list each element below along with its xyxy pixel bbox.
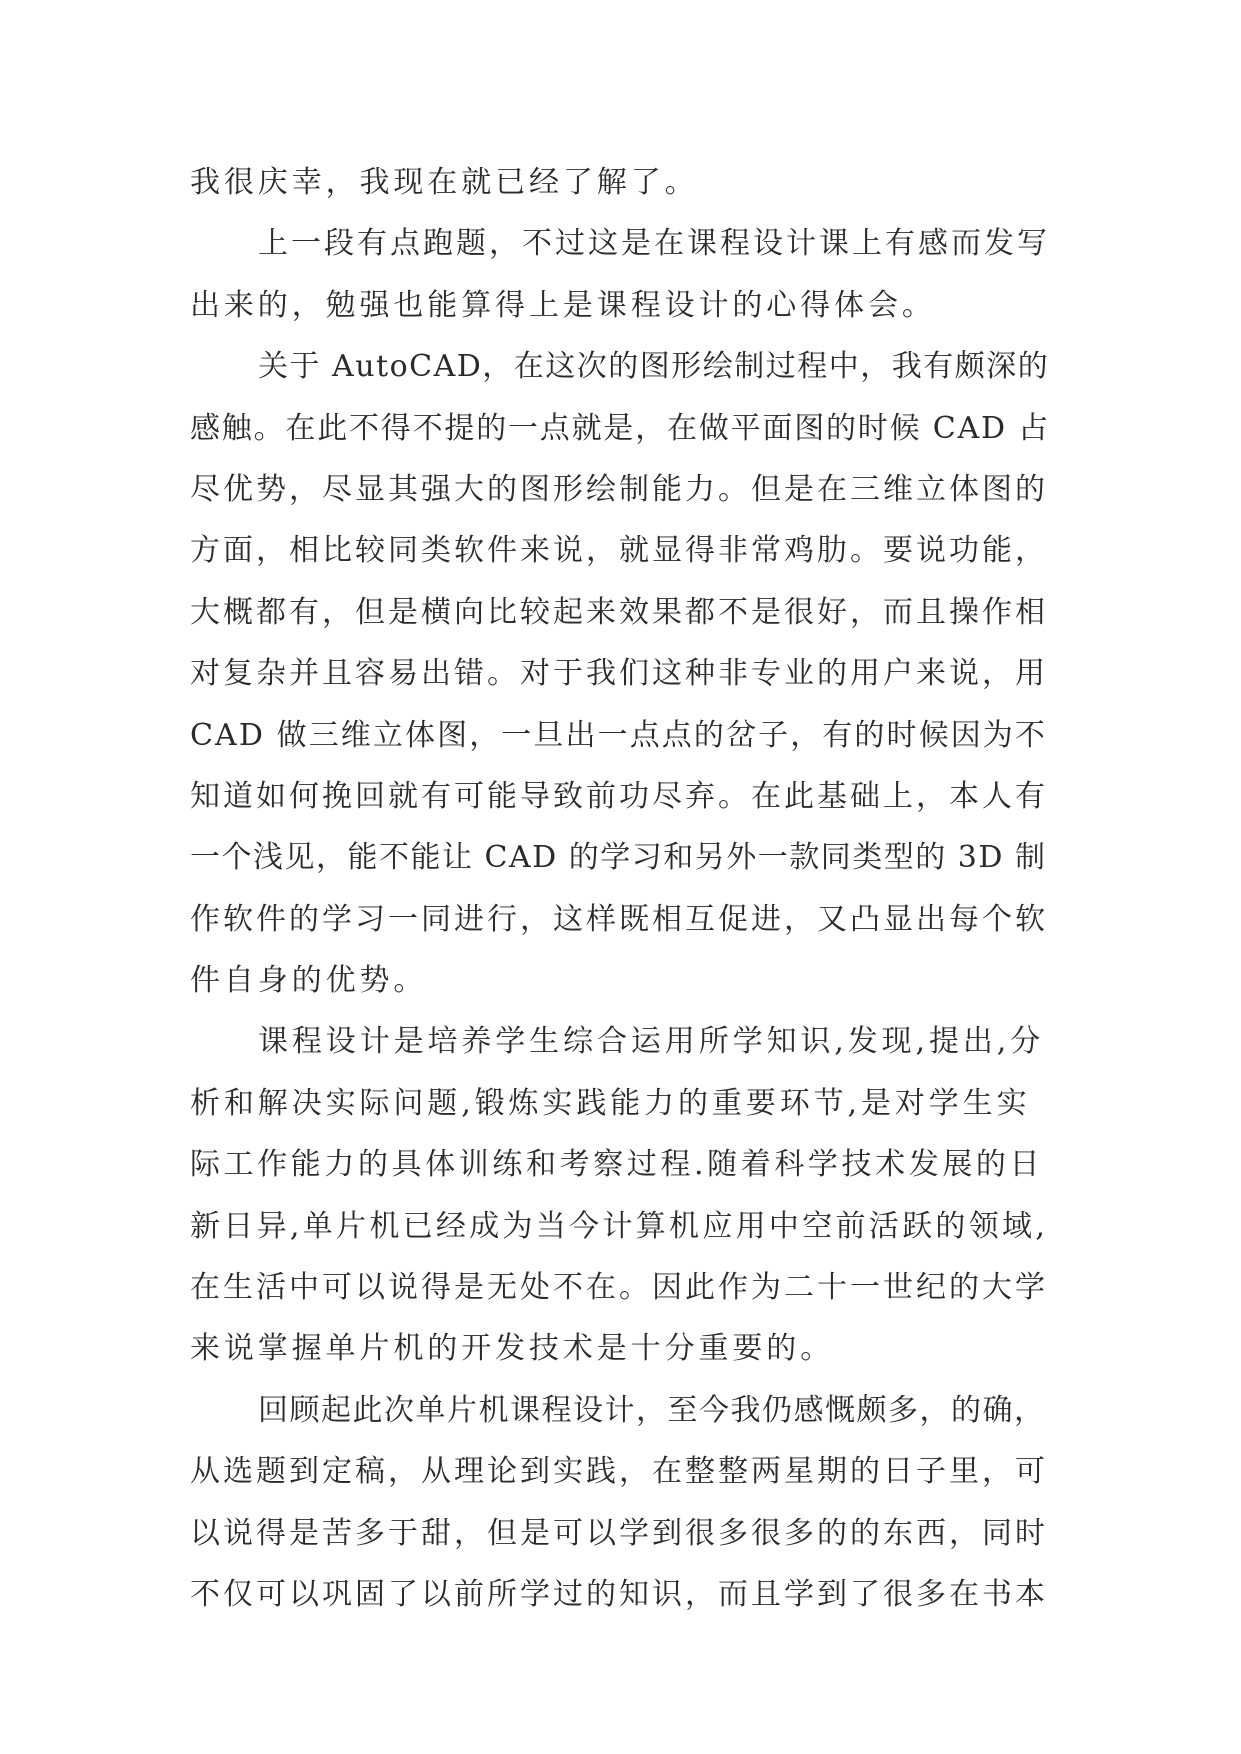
paragraph-first-line: 回顾起此次单片机课程设计，至今我仍感慨颇多，的确，: [258, 1392, 1046, 1428]
text-line: 对复杂并且容易出错。对于我们这种非专业的用户来说，用: [190, 656, 1048, 692]
text-line: 作软件的学习一同进行，这样既相互促进，又凸显出每个软: [190, 901, 1048, 937]
text-line: 知道如何挽回就有可能导致前功尽弃。在此基础上，本人有: [190, 778, 1048, 814]
text-line: 来说掌握单片机的开发技术是十分重要的。: [190, 1331, 835, 1367]
text-line: 方面，相比较同类软件来说，就显得非常鸡肋。要说功能，: [190, 533, 1048, 569]
text-line: 际工作能力的具体训练和考察过程.随着科学技术发展的日: [190, 1147, 1044, 1183]
text-line: CAD 做三维立体图，一旦出一点点的岔子，有的时候因为不: [190, 717, 1048, 753]
text-line: 以说得是苦多于甜，但是可以学到很多很多的的东西，同时: [190, 1515, 1048, 1551]
text-line: 感触。在此不得不提的一点就是，在做平面图的时候 CAD 占: [190, 410, 1050, 446]
text-line: 出来的，勉强也能算得上是课程设计的心得体会。: [190, 287, 936, 323]
paragraph-first-line: 关于 AutoCAD，在这次的图形绘制过程中，我有颇深的: [258, 349, 1050, 385]
text-line: 析和解决实际问题,锻炼实践能力的重要环节,是对学生实: [190, 1085, 1031, 1121]
paragraph-first-line: 上一段有点跑题，不过这是在课程设计课上有感而发写: [258, 226, 1050, 262]
text-line: 尽优势，尽显其强大的图形绘制能力。但是在三维立体图的: [190, 471, 1048, 507]
text-line: 一个浅见，能不能让 CAD 的学习和另外一款同类型的 3D 制: [190, 840, 1047, 876]
text-line: 从选题到定稿，从理论到实践，在整整两星期的日子里，可: [190, 1454, 1048, 1490]
text-line: 件自身的优势。: [190, 963, 428, 999]
text-line: 我很庆幸，我现在就已经了解了。: [190, 165, 699, 200]
text-line: 大概都有，但是横向比较起来效果都不是很好，而且操作相: [190, 594, 1048, 630]
text-line: 新日异,单片机已经成为当今计算机应用中空前活跃的领域,: [190, 1208, 1049, 1244]
text-line: 在生活中可以说得是无处不在。因此作为二十一世纪的大学: [190, 1270, 1048, 1306]
paragraph-first-line: 课程设计是培养学生综合运用所学知识,发现,提出,分: [258, 1024, 1045, 1060]
document-body: [190, 152, 1050, 1625]
text-line: 不仅可以巩固了以前所学过的知识，而且学到了很多在书本: [190, 1576, 1048, 1612]
